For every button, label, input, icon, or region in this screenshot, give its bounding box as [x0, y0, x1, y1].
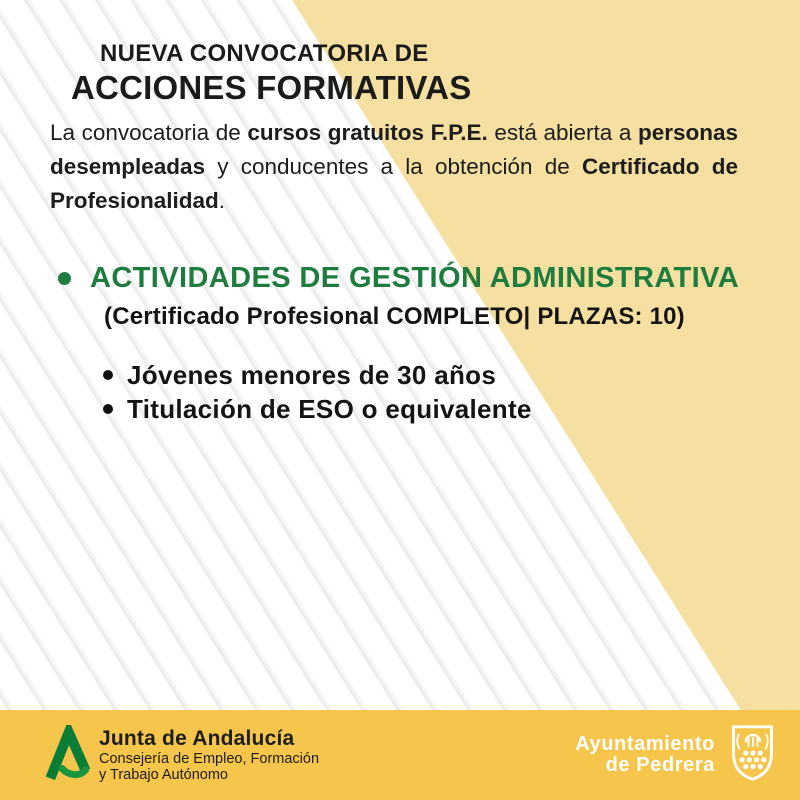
- requirement-item: [103, 394, 532, 428]
- flyer-title-line1: NUEVA CONVOCATORIA DE: [100, 40, 429, 67]
- footer-bar: [0, 710, 800, 800]
- junta-logo-icon: [45, 725, 91, 786]
- intro-paragraph: [50, 116, 738, 218]
- flyer-title-line2: ACCIONES FORMATIVAS: [71, 69, 472, 106]
- ayuntamiento-block: [575, 722, 776, 789]
- junta-logo-block: [45, 725, 319, 786]
- ayuntamiento-name-line2: de Pedrera: [605, 754, 715, 776]
- junta-name: Junta de Andalucía: [99, 726, 295, 750]
- requirement-item: [103, 360, 532, 394]
- junta-text-block: [99, 727, 319, 784]
- bullet-icon: [103, 404, 113, 414]
- bullet-icon: [103, 370, 113, 380]
- intro-line-2: desempleadas y conducentes a la obtención de Certificado de: [50, 154, 738, 179]
- ayuntamiento-name-line1: Ayuntamiento: [575, 733, 715, 755]
- requirement-label: Jóvenes menores de 30 años: [127, 360, 497, 390]
- requirements-list: [103, 360, 532, 428]
- ayuntamiento-name: [575, 734, 715, 776]
- green-bullet-icon: [58, 272, 71, 285]
- course-title: ACTIVIDADES DE GESTIÓN ADMINISTRATIVA: [90, 262, 740, 294]
- course-heading-row: [58, 262, 788, 295]
- intro-line-1: La convocatoria de cursos gratuitos F.P.E. está abierta a personas: [50, 120, 739, 145]
- pedrera-crest-icon: [729, 722, 776, 789]
- intro-line-3: Profesionalidad.: [50, 188, 226, 213]
- requirement-label: Titulación de ESO o equivalente: [127, 394, 532, 424]
- junta-dept-line1: Consejería de Empleo, Formación: [99, 750, 320, 767]
- junta-dept-line2: y Trabajo Autónomo: [99, 767, 228, 783]
- course-subtitle: (Certificado Profesional COMPLETO| PLAZAS: 10): [104, 303, 685, 330]
